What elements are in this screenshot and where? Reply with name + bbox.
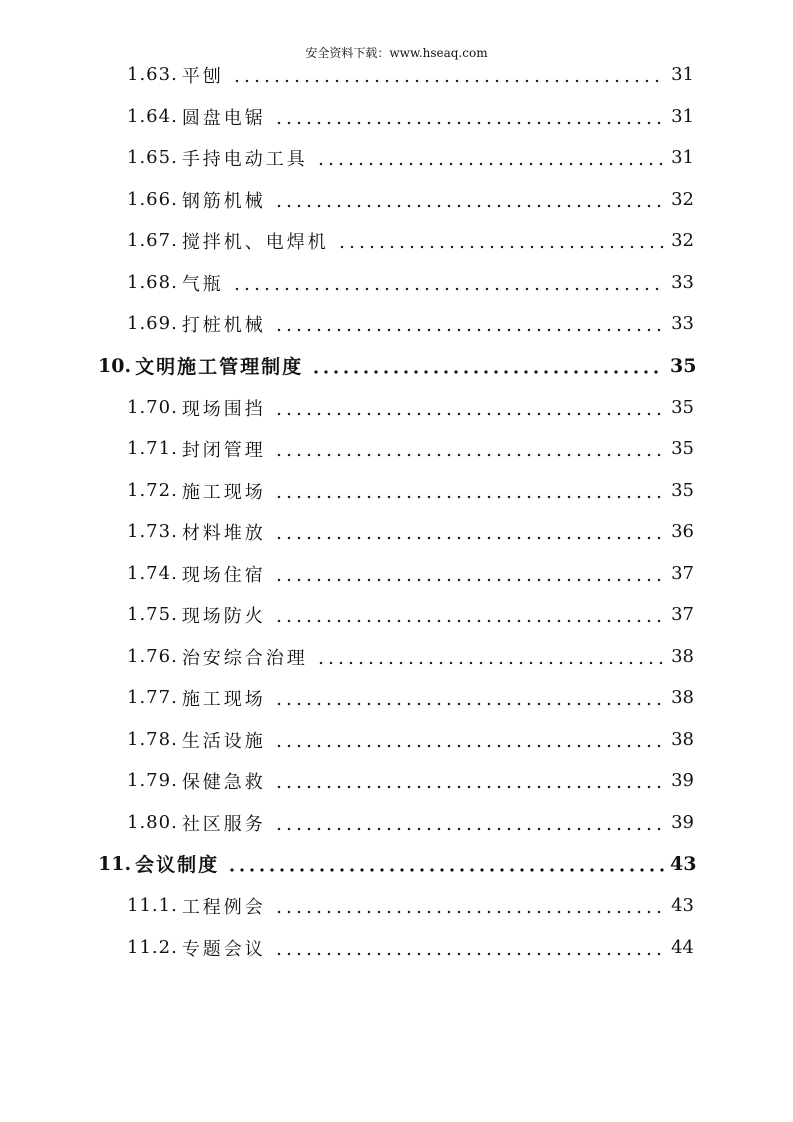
toc-entry[interactable]: [0, 137, 793, 178]
toc-entry-page: 38: [671, 646, 694, 667]
dot-leader: [225, 854, 664, 874]
dot-leader: [335, 231, 664, 251]
dot-leader: [272, 439, 664, 459]
toc-entry-number: 1.69.: [127, 313, 178, 334]
toc-entry[interactable]: [0, 54, 793, 95]
dot-leader: [272, 564, 664, 584]
toc-entry-number: 1.68.: [127, 272, 178, 293]
toc-entry-page: 35: [671, 397, 694, 418]
toc-entry-title: 圆盘电锯: [181, 107, 266, 129]
dot-leader: [272, 398, 664, 418]
toc-entry-page: 35: [671, 438, 694, 459]
toc-entry[interactable]: [0, 96, 793, 137]
toc-entry[interactable]: [0, 428, 793, 469]
toc-entry-title: 施工现场: [181, 688, 266, 710]
toc-entry[interactable]: [0, 511, 793, 552]
toc-entry-title: 生活设施: [181, 730, 266, 752]
toc-entry-number: 1.80.: [127, 812, 178, 833]
dot-leader: [230, 273, 664, 293]
dot-leader: [272, 481, 664, 501]
toc-entry-page: 33: [671, 272, 694, 293]
toc-entry-page: 37: [671, 604, 694, 625]
toc-entry-page: 39: [671, 812, 694, 833]
toc-entry-title: 材料堆放: [181, 522, 266, 544]
toc-entry-page: 44: [671, 937, 694, 958]
dot-leader: [272, 605, 664, 625]
toc-entry[interactable]: [0, 677, 793, 718]
toc-entry-page: 35: [671, 480, 694, 501]
toc-entry[interactable]: [0, 303, 793, 344]
dot-leader: [272, 107, 664, 127]
toc-entry-number: 1.66.: [127, 189, 178, 210]
toc-chapter-entry[interactable]: [0, 345, 793, 386]
toc-chapter-number: 11.: [98, 852, 132, 875]
toc-entry-title: 现场防火: [181, 605, 266, 627]
toc-entry-title: 现场住宿: [181, 564, 266, 586]
toc-entry-title: 封闭管理: [181, 439, 266, 461]
toc-entry-number: 1.70.: [127, 397, 178, 418]
toc-entry[interactable]: [0, 387, 793, 428]
toc-entry-number: 11.2.: [127, 937, 178, 958]
toc-entry-number: 11.1.: [127, 895, 178, 916]
toc-entry-title: 搅拌机、电焊机: [181, 231, 329, 253]
toc-entry-page: 31: [671, 147, 694, 168]
toc-entry-page: 31: [671, 106, 694, 127]
toc-entry-title: 工程例会: [181, 896, 266, 918]
toc-entry-number: 1.78.: [127, 729, 178, 750]
dot-leader: [272, 938, 664, 958]
toc-entry-page: 39: [671, 770, 694, 791]
dot-leader: [314, 647, 664, 667]
toc-entry-number: 1.77.: [127, 687, 178, 708]
toc-entry-title: 施工现场: [181, 481, 266, 503]
dot-leader: [272, 190, 664, 210]
toc-entry[interactable]: [0, 594, 793, 635]
toc-entry-title: 保健急救: [181, 771, 266, 793]
toc-entry-page: 32: [671, 230, 694, 251]
toc-entry-number: 1.75.: [127, 604, 178, 625]
toc-entry-title: 打桩机械: [181, 314, 266, 336]
toc-entry[interactable]: [0, 802, 793, 843]
toc-chapter-title: 文明施工管理制度: [135, 356, 304, 378]
toc-entry-number: 1.71.: [127, 438, 178, 459]
page-header: 安全资料下载：www.hseaq.com: [305, 46, 488, 60]
dot-leader: [272, 688, 664, 708]
dot-leader: [272, 314, 664, 334]
dot-leader: [314, 148, 664, 168]
toc-entry[interactable]: [0, 220, 793, 261]
dot-leader: [272, 522, 664, 542]
toc-entry-page: 36: [671, 521, 694, 542]
toc-entry-number: 1.76.: [127, 646, 178, 667]
toc-entry-number: 1.67.: [127, 230, 178, 251]
toc-entry-number: 1.79.: [127, 770, 178, 791]
toc-entry-number: 1.74.: [127, 563, 178, 584]
toc-entry[interactable]: [0, 760, 793, 801]
toc-entry-page: 38: [671, 687, 694, 708]
toc-entry-number: 1.63.: [127, 64, 178, 85]
dot-leader: [230, 65, 664, 85]
toc-entry[interactable]: [0, 553, 793, 594]
toc-entry-title: 现场围挡: [181, 398, 266, 420]
toc-entry-page: 43: [671, 895, 694, 916]
toc-entry-title: 气瓶: [181, 273, 224, 295]
toc-entry-page: 38: [671, 729, 694, 750]
toc-entry[interactable]: [0, 179, 793, 220]
toc-chapter-page: 35: [670, 354, 697, 377]
toc-entry-title: 社区服务: [181, 813, 266, 835]
toc-entry-title: 平刨: [181, 65, 224, 87]
toc-entry[interactable]: [0, 885, 793, 926]
toc-entry[interactable]: [0, 719, 793, 760]
toc-entry-page: 37: [671, 563, 694, 584]
toc-chapter-number: 10.: [98, 354, 132, 377]
dot-leader: [309, 356, 664, 376]
toc-entry[interactable]: [0, 470, 793, 511]
toc-entry-number: 1.73.: [127, 521, 178, 542]
dot-leader: [272, 813, 664, 833]
toc-entry-page: 33: [671, 313, 694, 334]
toc-entry-number: 1.72.: [127, 480, 178, 501]
toc-entry[interactable]: [0, 636, 793, 677]
toc-entry[interactable]: [0, 262, 793, 303]
toc-entry-page: 31: [671, 64, 694, 85]
toc-entry-page: 32: [671, 189, 694, 210]
toc-entry-title: 手持电动工具: [181, 148, 308, 170]
toc-chapter-page: 43: [670, 852, 697, 875]
toc-entry-title: 专题会议: [181, 938, 266, 960]
toc-chapter-title: 会议制度: [135, 854, 220, 876]
toc-entry-title: 治安综合治理: [181, 647, 308, 669]
toc-chapter-entry[interactable]: [0, 843, 793, 884]
toc-entry-title: 钢筋机械: [181, 190, 266, 212]
toc-entry-number: 1.65.: [127, 147, 178, 168]
dot-leader: [272, 896, 664, 916]
dot-leader: [272, 730, 664, 750]
dot-leader: [272, 771, 664, 791]
toc-entry[interactable]: [0, 927, 793, 968]
toc-entry-number: 1.64.: [127, 106, 178, 127]
